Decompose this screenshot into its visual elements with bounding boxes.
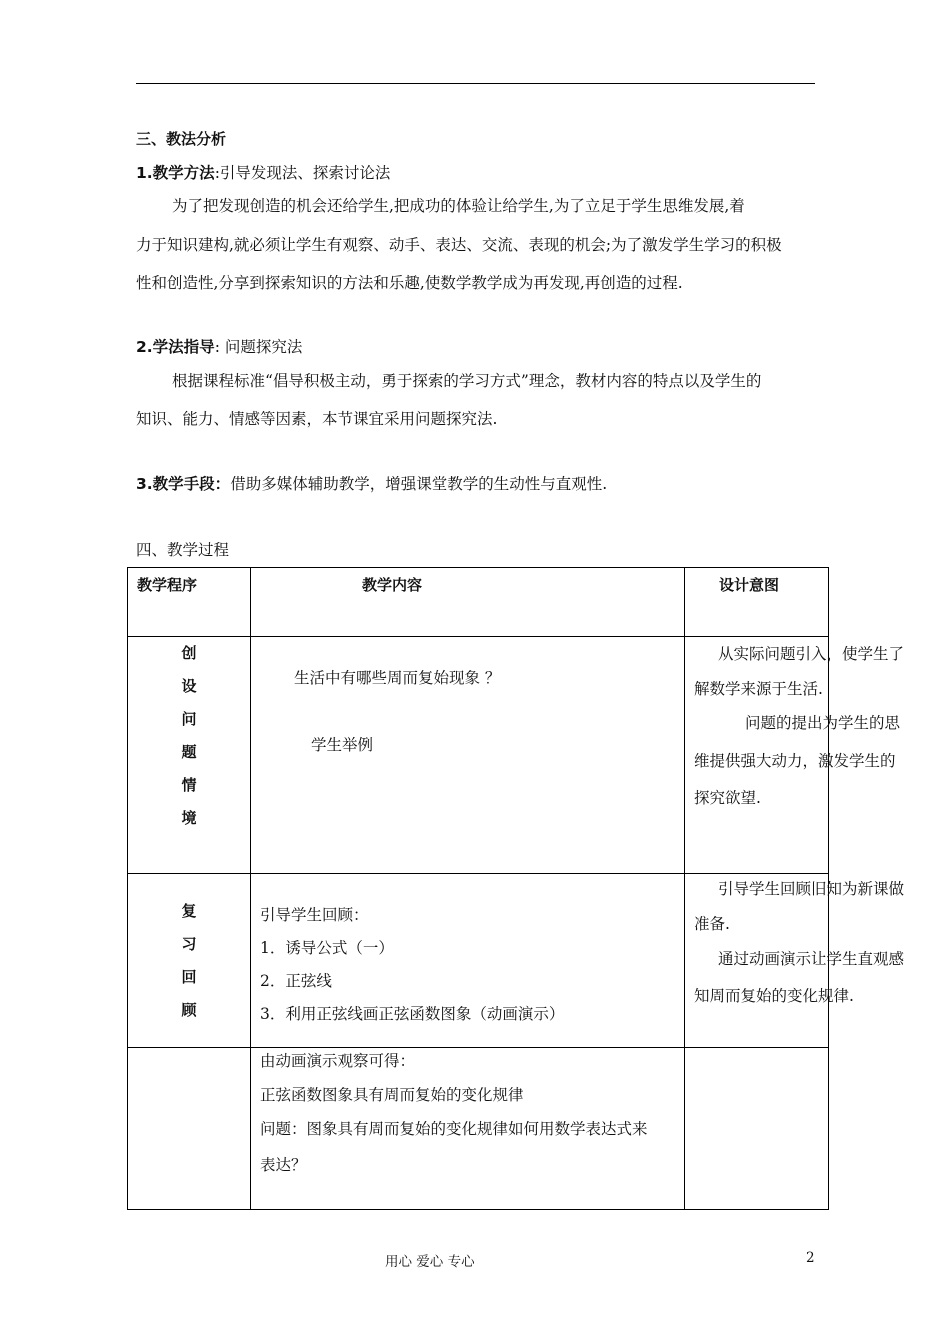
content-line: 学生举例 (311, 736, 374, 754)
item3-line (136, 472, 607, 494)
item1-para-line: 性和创造性,分享到探索知识的方法和乐趣,使数学教学成为再发现,再创造的过程. (136, 274, 683, 292)
stage-char: 题 (181, 743, 197, 761)
header-stage: 教学程序 (137, 576, 198, 594)
item2-value: : 问题探究法 (214, 338, 303, 356)
stage-char: 习 (181, 935, 197, 953)
table-row (128, 637, 829, 874)
teaching-process-table (127, 567, 905, 1210)
intent-line: 通过动画演示让学生直观感 (718, 950, 905, 968)
intent-line: 解数学来源于生活. (694, 680, 823, 698)
stage-cell (128, 637, 251, 874)
intent-line: 探究欲望. (694, 789, 761, 807)
stage-char: 设 (181, 677, 197, 695)
stage-char: 复 (181, 902, 197, 920)
content-line: 表达？ (260, 1156, 307, 1174)
item2-label: 2.学法指导 (136, 338, 215, 356)
stage-cell (128, 1048, 251, 1210)
content-line: 3．利用正弦线画正弦函数图象（动画演示） (260, 1005, 565, 1023)
intent-line: 问题的提出为学生的思 (745, 714, 901, 732)
intent-cell (685, 637, 905, 874)
item3-label: 3.教学手段： (136, 475, 231, 493)
content-cell (251, 637, 685, 874)
stage-char: 境 (181, 809, 197, 827)
intent-line: 维提供强大动力，激发学生的 (694, 752, 896, 770)
content-line: 生活中有哪些周而复始现象 ？ (294, 669, 501, 687)
item3-value: 借助多媒体辅助教学，增强课堂教学的生动性与直观性. (230, 475, 608, 493)
stage-char: 问 (181, 710, 197, 728)
header-cell (128, 568, 251, 637)
table-row (128, 1048, 829, 1210)
footer-motto: 用心 爱心 专心 (385, 1254, 475, 1270)
content-cell (251, 1048, 685, 1210)
table-header-row (128, 568, 829, 637)
item1-para-line: 为了把发现创造的机会还给学生,把成功的体验让给学生,为了立足于学生思维发展,着 (172, 197, 745, 215)
intent-line: 从实际问题引入，使学生了 (718, 645, 905, 663)
header-cell (685, 568, 829, 637)
intent-line: 引导学生回顾旧知为新课做 (718, 880, 905, 898)
section4-title: 四、教学过程 (136, 541, 230, 559)
header-content: 教学内容 (362, 576, 423, 594)
intent-cell (685, 1048, 829, 1210)
content-line: 2．正弦线 (260, 972, 332, 990)
stage-label (128, 637, 250, 835)
item2-para-line: 知识、能力、情感等因素，本节课宜采用问题探究法. (136, 410, 498, 428)
intent-cell (685, 874, 905, 1048)
header-cell (251, 568, 685, 637)
content-line: 由动画演示观察可得： (260, 1052, 416, 1070)
header-rule (136, 83, 815, 84)
section3-title: 三、教法分析 (136, 130, 227, 148)
content-line: 问题：图象具有周而复始的变化规律如何用数学表达式来 (260, 1120, 648, 1138)
content-cell (251, 874, 685, 1048)
stage-cell (128, 874, 251, 1048)
intent-line: 准备. (694, 915, 730, 933)
page-number: 2 (806, 1250, 815, 1266)
intent-line: 知周而复始的变化规律. (694, 987, 854, 1005)
content-line: 1．诱导公式（一） (260, 939, 394, 957)
header-intent: 设计意图 (719, 576, 780, 594)
content-line: 正弦函数图象具有周而复始的变化规律 (260, 1086, 524, 1104)
item1-line (136, 161, 390, 183)
item1-label: 1.教学方法 (136, 164, 215, 182)
table-row (128, 874, 829, 1048)
stage-char: 创 (181, 644, 197, 662)
stage-char: 情 (181, 776, 197, 794)
content-line: 引导学生回顾： (260, 906, 369, 924)
item2-para-line: 根据课程标准“倡导积极主动，勇于探索的学习方式”理念，教材内容的特点以及学生的 (172, 372, 762, 390)
stage-char: 回 (181, 968, 197, 986)
stage-label (128, 895, 250, 1027)
item2-line (136, 335, 302, 357)
stage-char: 顾 (181, 1001, 197, 1019)
item1-value: :引导发现法、探索讨论法 (214, 164, 391, 182)
item1-para-line: 力于知识建构,就必须让学生有观察、动手、表达、交流、表现的机会;为了激发学生学习的积极 (136, 236, 782, 254)
